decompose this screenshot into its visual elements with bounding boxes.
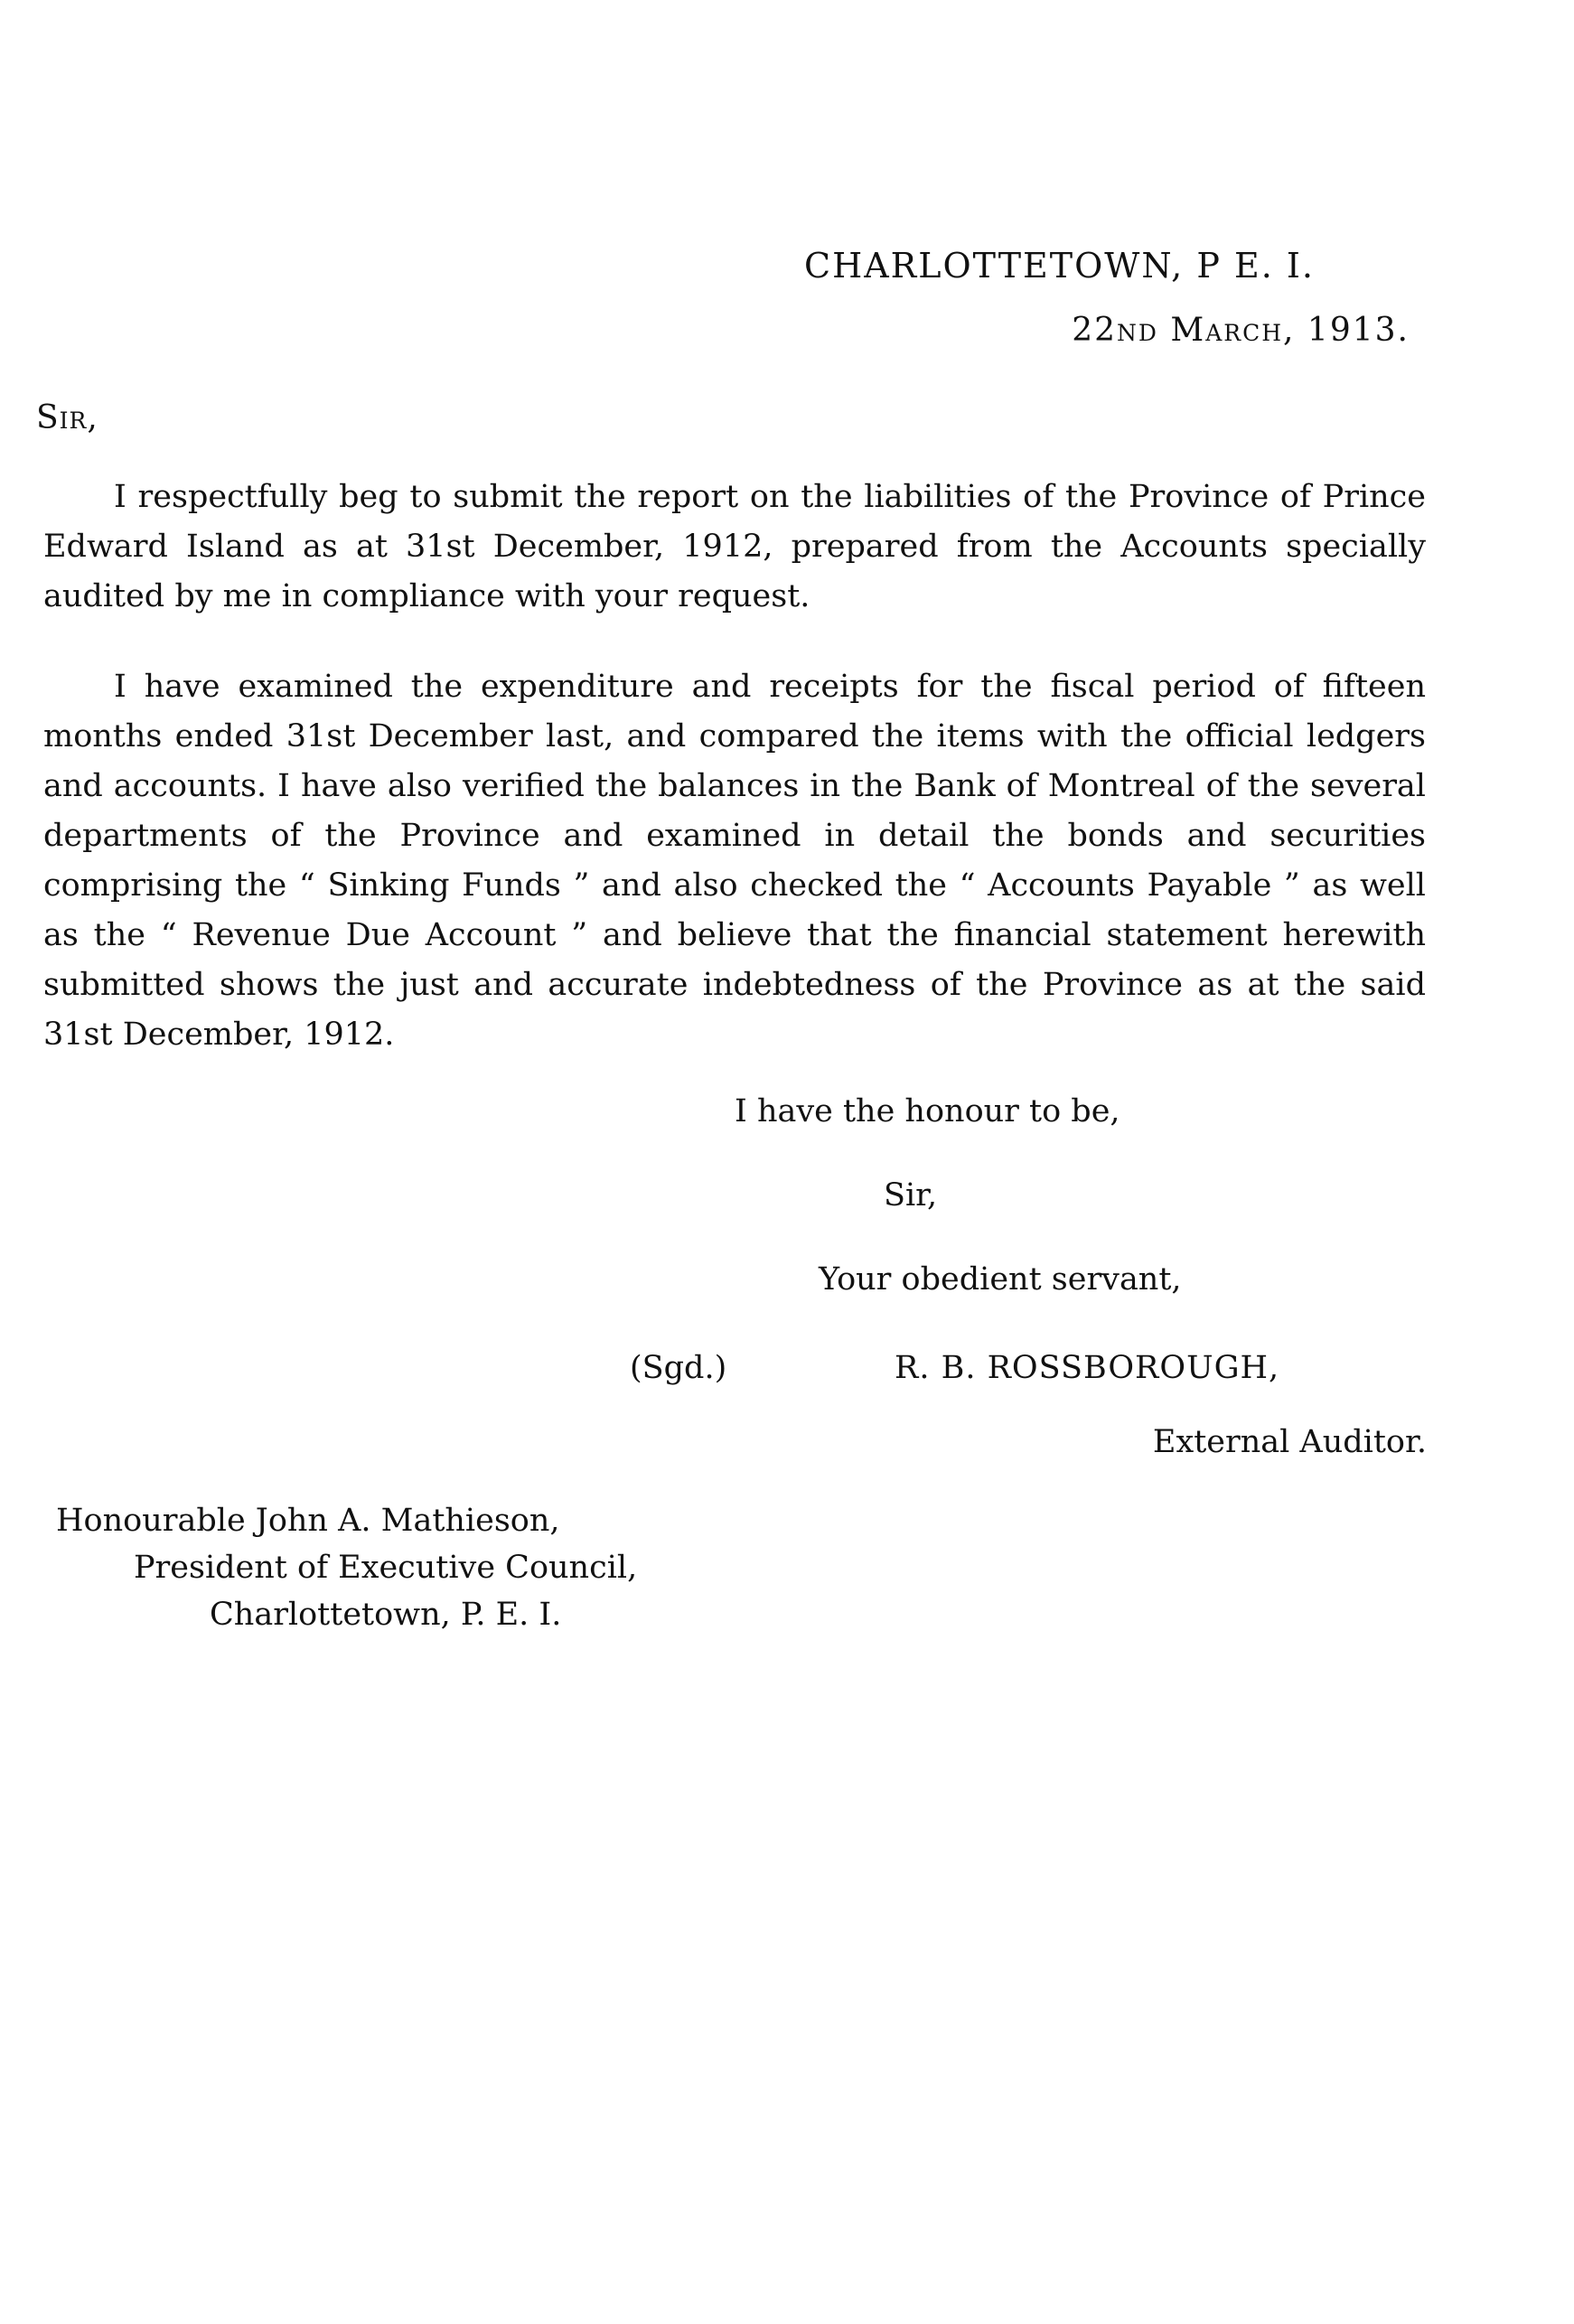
letter-place: CHARLOTTETOWN, P E. I.	[804, 246, 1315, 286]
signer-title: External Auditor.	[1152, 1424, 1427, 1460]
body-paragraph-2: I have examined the expenditure and receipts for the fiscal period of fifteen months ended 31st December last, and compared the items with the official ledgers and accounts. I have also verified the balances in the Bank of Montreal of the several departments of the Province and examined in detail the bonds and securities comprising the “ Sinking Funds ” and also checked the “ Accounts Payable ” as well as the “ Revenue Due Account ” and believe that the financial statement herewith submitted shows the just and accurate indebtedness of the Province as at the said 31st December, 1912.	[43, 669, 1426, 1053]
addressee-location: Charlottetown, P. E. I.	[210, 1597, 562, 1633]
addressee-name: Honourable John A. Mathieson,	[56, 1503, 560, 1539]
signed-marker: (Sgd.)	[630, 1350, 727, 1386]
letter-date: 22nd March, 1913.	[1072, 312, 1410, 349]
addressee-position: President of Executive Council,	[134, 1550, 638, 1586]
salutation: Sir,	[36, 399, 98, 436]
closing-line-3: Your obedient servant,	[819, 1261, 1182, 1298]
closing-line-2: Sir,	[884, 1177, 938, 1214]
signer-name: R. B. ROSSBOROUGH,	[895, 1350, 1280, 1386]
body-paragraph-1: I respectfully beg to submit the report on the liabilities of the Province of Prince Edward Island as at 31st December, 1912, prepared from the Accounts specially audited by me in compliance with your request.	[43, 479, 1426, 614]
closing-line-1: I have the honour to be,	[735, 1093, 1120, 1129]
